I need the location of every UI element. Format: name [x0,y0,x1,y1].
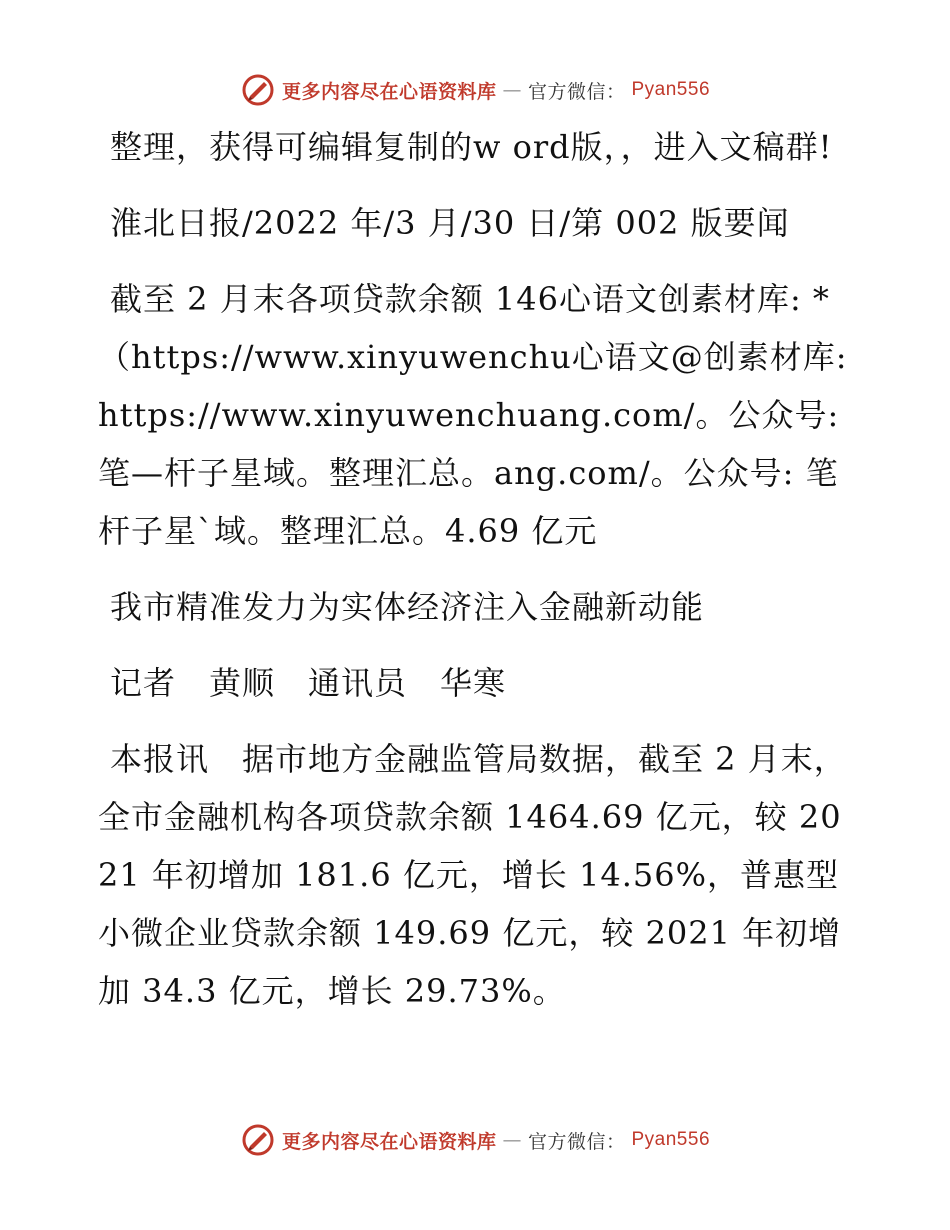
document-body [98,118,858,1038]
watermark-dash: — [502,79,522,101]
footer-watermark [0,1122,950,1158]
byline: 记者 黄顺 通讯员 华寒 [110,664,507,702]
header-watermark [0,72,950,108]
watermark-wechat-id: Pyan556 [631,79,711,100]
article-title: 我市精准发力为实体经济注入金融新动能 [110,588,705,626]
subheadline: 截至 2 月末各项贷款余额 146心语文创素材库: *（https://www.xinyuwenchu心语文@创素材库: https://www.xinyuwenchuang.com/。公众号: 笔—杆子星域。整理汇总。ang.com/。公众号: 笔杆子星`域。整理汇总。4.69 亿元 [98,280,848,550]
pen-logo-icon [240,1122,276,1158]
watermark-official-label: 官方微信： [527,1130,626,1153]
intro-paragraph: 整理，获得可编辑复制的w ord版，，进入文稿群! [110,128,833,166]
watermark-wechat-id: Pyan556 [631,1129,711,1150]
body-paragraph: 本报讯 据市地方金融监管局数据，截至 2 月末，全市金融机构各项贷款余额 1464.69 亿元，较 2021 年初增加 181.6 亿元，增长 14.56%，普惠型小微企业贷款余额 149.69 亿元，较 2021 年初增加 34.3 亿元，增长 29.73%。 [98,740,847,1010]
watermark-brand-text: 更多内容尽在心语资料库 [281,80,497,103]
source-line: 淮北日报/2022 年/3 月/30 日/第 002 版要闻 [110,204,790,242]
watermark-brand-text: 更多内容尽在心语资料库 [281,1130,497,1153]
watermark-dash: — [502,1129,522,1151]
pen-logo-icon [240,72,276,108]
watermark-official-label: 官方微信： [527,80,626,103]
